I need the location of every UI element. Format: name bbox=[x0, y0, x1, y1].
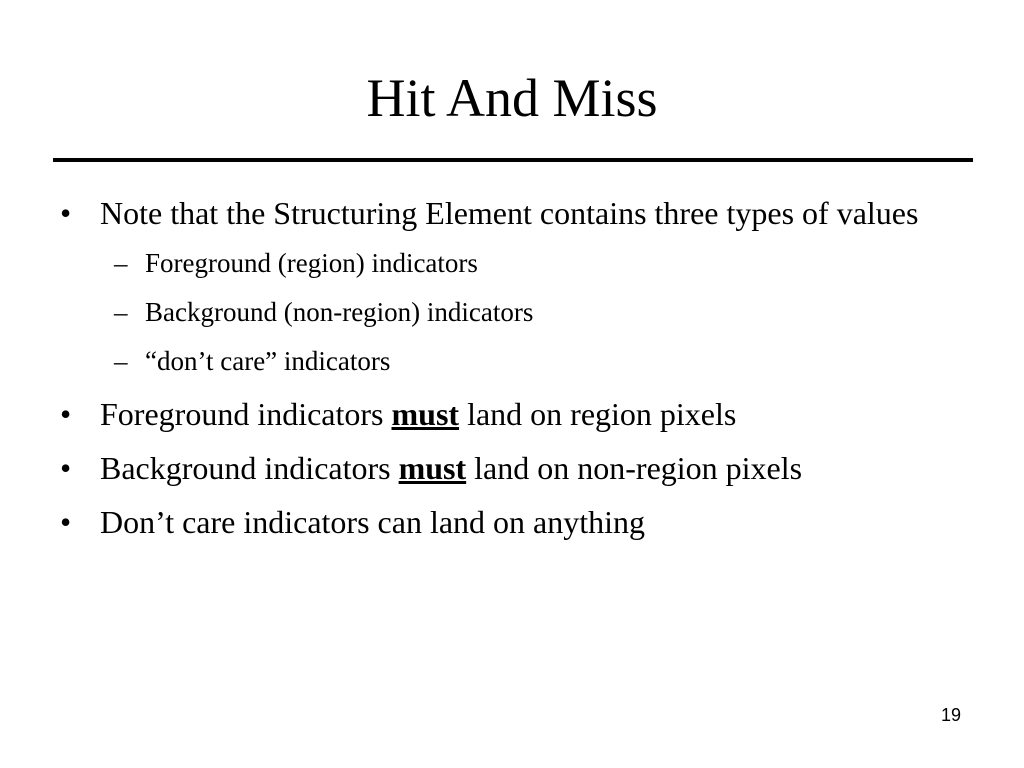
slide-title: Hit And Miss bbox=[366, 68, 658, 128]
bullet-item bbox=[56, 192, 976, 235]
sub-bullet-marker: – bbox=[114, 248, 128, 278]
bullet-marker: • bbox=[60, 504, 72, 540]
sub-bullet-item bbox=[56, 295, 976, 329]
bullet-text-before: Background indicators bbox=[100, 450, 399, 486]
bullet-item bbox=[56, 447, 976, 490]
bullet-item bbox=[56, 501, 976, 544]
sub-bullet-list bbox=[56, 246, 976, 378]
sub-bullet-text: “don’t care” indicators bbox=[145, 346, 391, 376]
bullet-text: Don’t care indicators can land on anything bbox=[100, 504, 646, 540]
sub-bullet-text: Foreground (region) indicators bbox=[145, 248, 478, 278]
sub-bullet-item bbox=[56, 344, 976, 378]
bullet-text: Note that the Structuring Element contains three types of values bbox=[100, 195, 919, 231]
bullet-marker: • bbox=[60, 450, 72, 486]
sub-bullet-item bbox=[56, 246, 976, 280]
bullet-text-after: land on region pixels bbox=[459, 396, 737, 432]
page-number: 19 bbox=[940, 705, 961, 725]
slide-body bbox=[56, 192, 976, 555]
emphasis-must: must bbox=[398, 450, 467, 486]
sub-bullet-marker: – bbox=[114, 346, 128, 376]
sub-bullet-text: Background (non-region) indicators bbox=[145, 297, 534, 327]
bullet-text-before: Foreground indicators bbox=[100, 396, 392, 432]
bullet-item bbox=[56, 393, 976, 436]
sub-bullet-marker: – bbox=[114, 297, 128, 327]
bullet-marker: • bbox=[60, 195, 72, 231]
bullet-text-after: land on non-region pixels bbox=[466, 450, 803, 486]
bullet-marker: • bbox=[60, 396, 72, 432]
emphasis-must: must bbox=[391, 396, 460, 432]
title-divider bbox=[53, 158, 973, 162]
